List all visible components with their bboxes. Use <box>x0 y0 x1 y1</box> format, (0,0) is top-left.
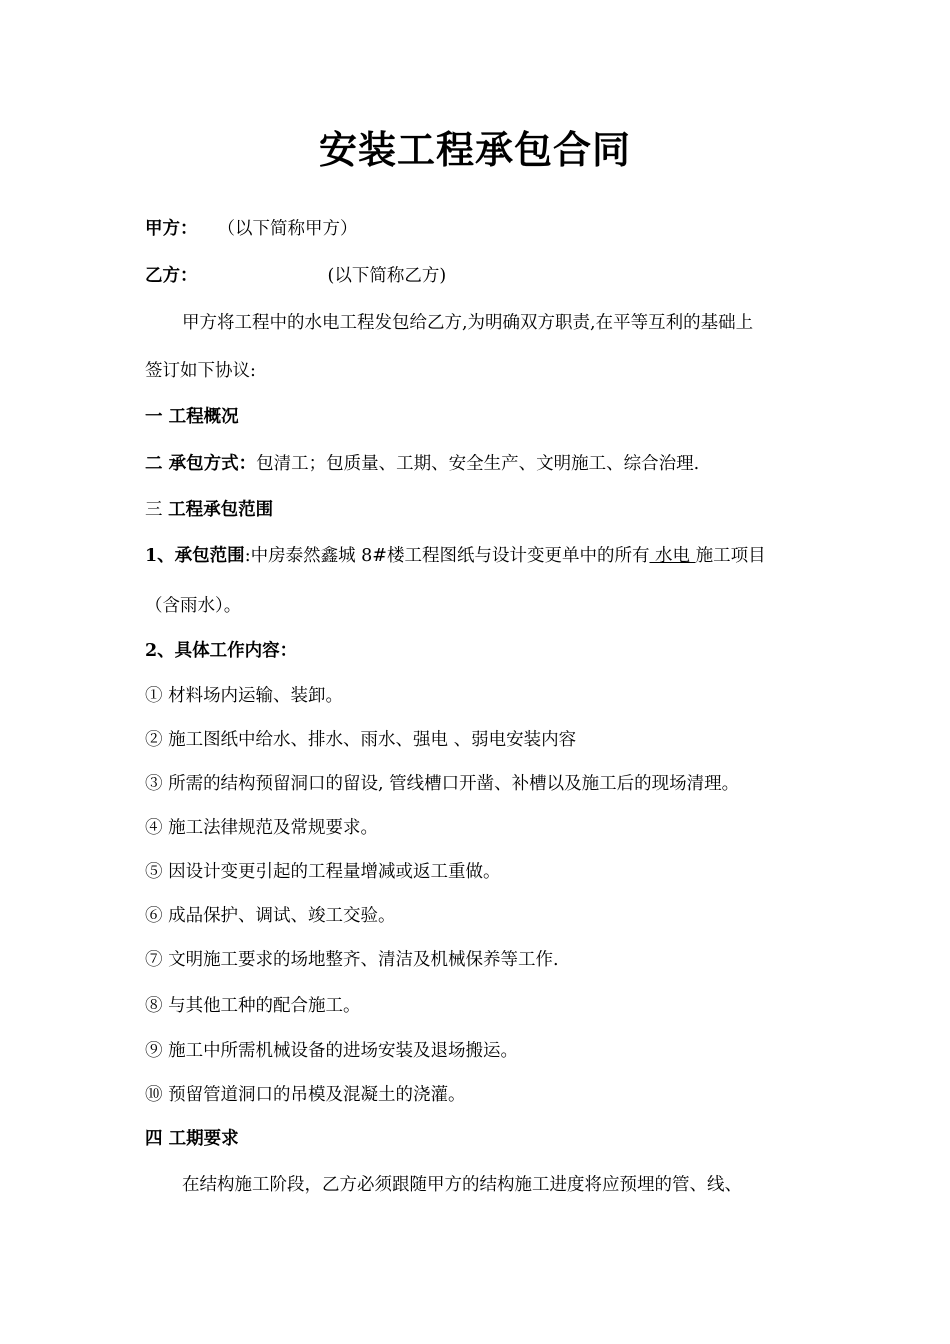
section-2-text: 包清工；包质量、工期、安全生产、文明施工、综合治理. <box>256 454 700 474</box>
work-item: ① 材料场内运输、装卸。 <box>145 686 344 706</box>
work-item: ⑨ 施工中所需机械设备的进场安装及退场搬运。 <box>145 1041 519 1061</box>
section-4-heading: 四 工期要求 <box>145 1129 239 1149</box>
section-2-heading: 二 承包方式： <box>145 454 257 474</box>
party-a-label: 甲方： <box>145 219 198 239</box>
scope-line-2: （含雨水）。 <box>145 596 242 616</box>
work-item: ⑩ 预留管道洞口的吊模及混凝土的浇灌。 <box>145 1085 466 1105</box>
document-title: 安装工程承包合同 <box>318 128 631 172</box>
section-2-line <box>145 452 699 476</box>
work-item: ② 施工图纸中给水、排水、雨水、强电 、弱电安装内容 <box>145 730 577 750</box>
scope-text-after: 施工项目 <box>695 546 766 566</box>
work-content-heading: 2、具体工作内容： <box>145 641 298 661</box>
party-b-line <box>145 264 446 288</box>
party-b-text: (以下简称乙方) <box>327 266 447 286</box>
work-item: ③ 所需的结构预留洞口的留设, 管线槽口开凿、补槽以及施工后的现场清理。 <box>145 774 740 794</box>
work-item: ⑦ 文明施工要求的场地整齐、清洁及机械保养等工作. <box>145 950 559 970</box>
party-a-line <box>145 217 358 241</box>
work-item: ⑧ 与其他工种的配合施工。 <box>145 996 361 1016</box>
work-item: ⑥ 成品保护、调试、竣工交验。 <box>145 906 396 926</box>
work-item: ④ 施工法律规范及常规要求。 <box>145 818 379 838</box>
section-3-heading: 工程承包范围 <box>168 500 274 520</box>
intro-line-2: 签订如下协议: <box>145 361 256 381</box>
intro-line-1: 甲方将工程中的水电工程发包给乙方,为明确双方职责,在平等互利的基础上 <box>182 313 754 333</box>
section-3-line <box>145 498 273 522</box>
section-4-text: 在结构施工阶段，乙方必须跟随甲方的结构施工进度将应预埋的管、线、 <box>182 1175 742 1195</box>
scope-line-1 <box>145 544 766 568</box>
scope-label: 1、承包范围 <box>145 546 245 566</box>
section-1-heading: 一 工程概况 <box>145 407 239 427</box>
work-item: ⑤ 因设计变更引起的工程量增减或返工重做。 <box>145 862 501 882</box>
scope-underlined-text: 水电 <box>649 546 696 566</box>
scope-text: :中房泰然鑫城 8#楼工程图纸与设计变更单中的所有 <box>244 546 650 566</box>
party-a-text: （以下简称甲方） <box>217 219 358 239</box>
party-b-label: 乙方： <box>145 266 198 286</box>
section-3-prefix: 三 <box>145 500 169 520</box>
